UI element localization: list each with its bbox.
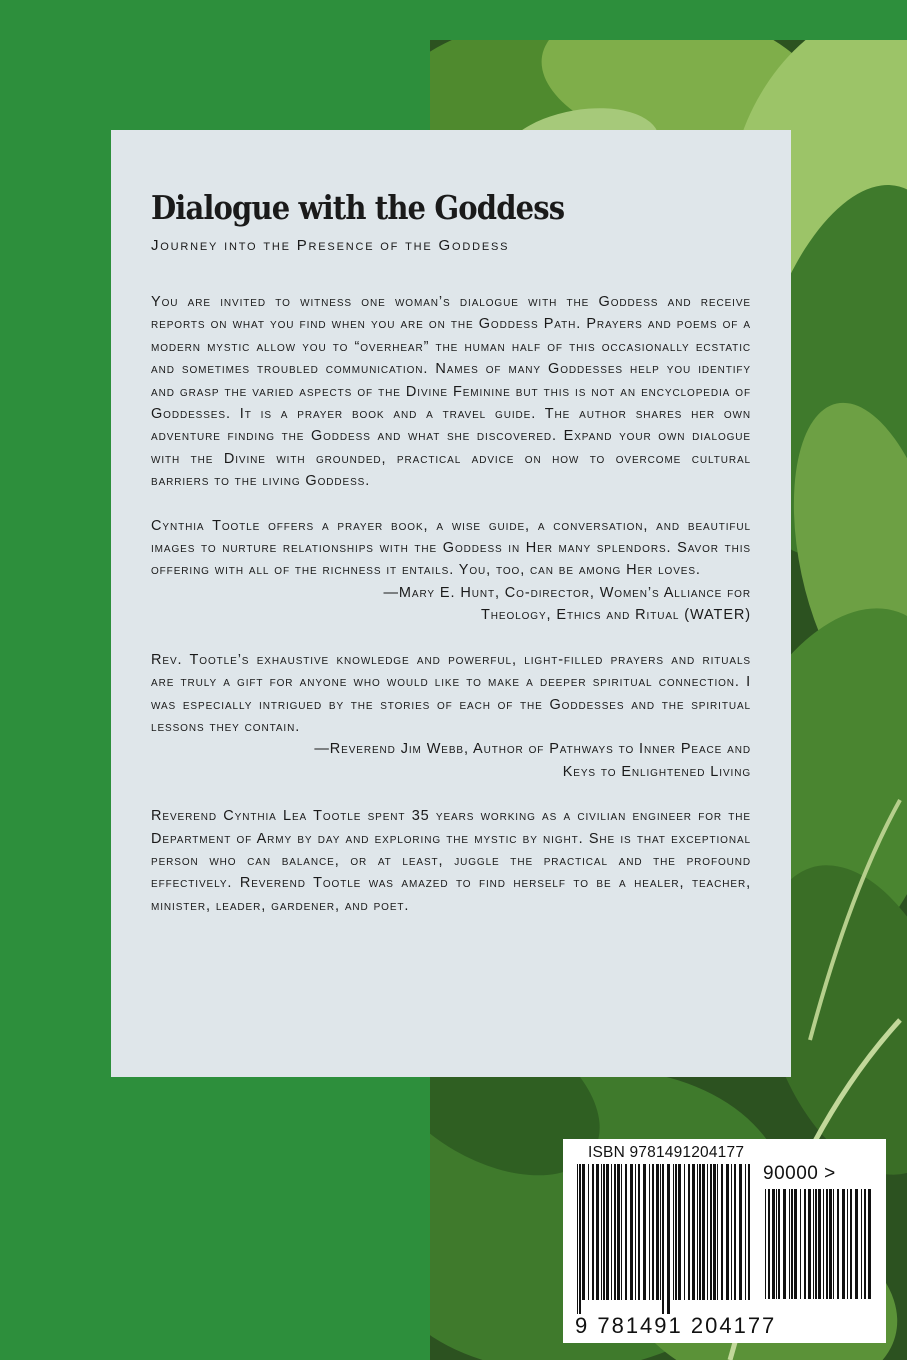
barcode-bar [826,1189,828,1299]
barcode-bar [614,1164,616,1300]
barcode-bar [748,1164,750,1300]
barcode-bar [684,1164,685,1300]
barcode-bar [783,1189,786,1299]
book-title: Dialogue with the Goddess [151,188,565,227]
barcode-bar [864,1189,866,1299]
barcode-bar [601,1164,602,1300]
barcode-bar [861,1189,862,1299]
barcode-bar [707,1164,708,1300]
barcode-bar [734,1164,736,1300]
barcode-bar [678,1164,681,1300]
barcode-bar [667,1164,670,1314]
isbn-label: ISBN 9781491204177 [588,1144,745,1161]
barcode-bar [837,1189,839,1299]
description-paragraph: You are invited to witness one woman’s dialogue with the Goddess and receive reports on what you find when you are on the Goddess Path. Prayers and poems of a modern mystic allow you to “overhear” the human half of this occasionally ecstatic and sometimes troubled communication. Names of many Goddesses help you identify and grasp the varied aspects of the Divine Feminine but this is not an encyclopedia of Goddesses. It is a prayer book and a travel guide. The author shares her own adventure finding the Goddess and what she discovered. Expand your own dialogue with the Divine with grounded, practical advice on how to overcome cultural barriers to the living Goddess. [151,294,751,490]
barcode-bar [818,1189,821,1299]
barcode-bar [823,1189,824,1299]
barcode-bar [579,1164,581,1314]
barcode-bar [765,1189,766,1299]
barcode-bar [850,1189,852,1299]
barcode-bar [739,1164,742,1300]
barcode-bar [833,1189,834,1299]
isbn-digits: 9 781491 204177 [575,1313,777,1338]
barcode-bar [868,1189,871,1299]
barcode-bar [702,1164,705,1300]
endorsement-hunt-attribution-2: Theology, Ethics and Ritual (WATER) [481,607,751,624]
barcode-bar [794,1189,797,1299]
barcode-bar [606,1164,609,1300]
barcode-bar [789,1189,790,1299]
barcode-bar [675,1164,677,1300]
barcode-bar [649,1164,650,1300]
barcode-bar [673,1164,674,1300]
barcode-bar [847,1189,848,1299]
barcode-bar [656,1164,659,1300]
barcode-bar [768,1189,770,1299]
barcode-bar [717,1164,718,1300]
barcode-bar [592,1164,594,1300]
barcode-bar [652,1164,654,1300]
barcode-bar [778,1189,780,1299]
barcode-bar [731,1164,732,1300]
endorsement-webb: Rev. Tootle’s exhaustive knowledge and powerful, light-filled prayers and rituals are truly a gift for anyone who would like to make a deeper spiritual connection. I was especially intrigued by the stories of each of the Goddesses and the spiritual lessons they contain. [151,651,751,735]
barcode-bar [710,1164,712,1300]
barcode-bar [791,1189,793,1299]
barcode-bar [772,1189,775,1299]
barcode-bar [582,1164,585,1300]
barcode-bar [625,1164,627,1300]
barcode-main-bars [575,1164,755,1314]
barcode-bar [829,1189,832,1299]
barcode-bar [726,1164,729,1300]
back-cover-text-panel [111,130,791,1077]
barcode-bar [813,1189,814,1299]
barcode-bar [804,1189,806,1299]
author-bio: Reverend Cynthia Lea Tootle spent 35 years working as a civilian engineer for the Department of Army by day and exploring the mystic by night. She is that exceptional person who can balance, or at least, juggle the practical and the profound effectively. Reverend Tootle was amazed to find herself to be a healer, teacher, minister, leader, gardener, and poet. [151,808,751,914]
barcode-bar [776,1189,777,1299]
barcode-addon-bars [763,1189,873,1313]
barcode-bar [808,1189,811,1299]
barcode-bar [842,1189,845,1299]
barcode-bar [638,1164,640,1300]
barcode-bar [643,1164,646,1300]
barcode-bar [692,1164,695,1300]
endorsement-webb-attribution-1: —Reverend Jim Webb, Author of Pathways to Inner Peace and [314,741,751,758]
endorsement-hunt-attribution-1: —Mary E. Hunt, Co-director, Women’s Alliance for [383,584,751,601]
barcode-bar [611,1164,612,1300]
barcode-bar [713,1164,716,1300]
barcode-bar [688,1164,690,1300]
endorsement-hunt: Cynthia Tootle offers a prayer book, a wise guide, a conversation, and beautiful images to nurture relationships with the Goddess in Her many splendors. Savor this offering with all of the richness it entails. You, too, can be among Her loves. [151,517,751,579]
barcode-bar [617,1164,620,1300]
barcode-bar [662,1164,664,1314]
barcode-bar [630,1164,633,1300]
barcode-bar [635,1164,636,1300]
barcode-bar [596,1164,599,1300]
barcode-bar [815,1189,817,1299]
barcode-bar [855,1189,858,1299]
isbn-barcode [563,1139,886,1343]
barcode-bar [588,1164,589,1300]
barcode-bar [745,1164,746,1300]
barcode-bar [697,1164,698,1300]
barcode-bar [800,1189,801,1299]
barcode-bar [603,1164,605,1300]
barcode-bar [721,1164,723,1300]
barcode-bar [699,1164,701,1300]
book-subtitle: Journey into the Presence of the Goddess [151,237,510,254]
barcode-bar [660,1164,661,1300]
barcode-bar [577,1164,578,1314]
endorsement-webb-attribution-2: Keys to Enlightened Living [562,763,751,780]
price-code: 90000 > [763,1163,836,1184]
barcode-bar [621,1164,622,1300]
